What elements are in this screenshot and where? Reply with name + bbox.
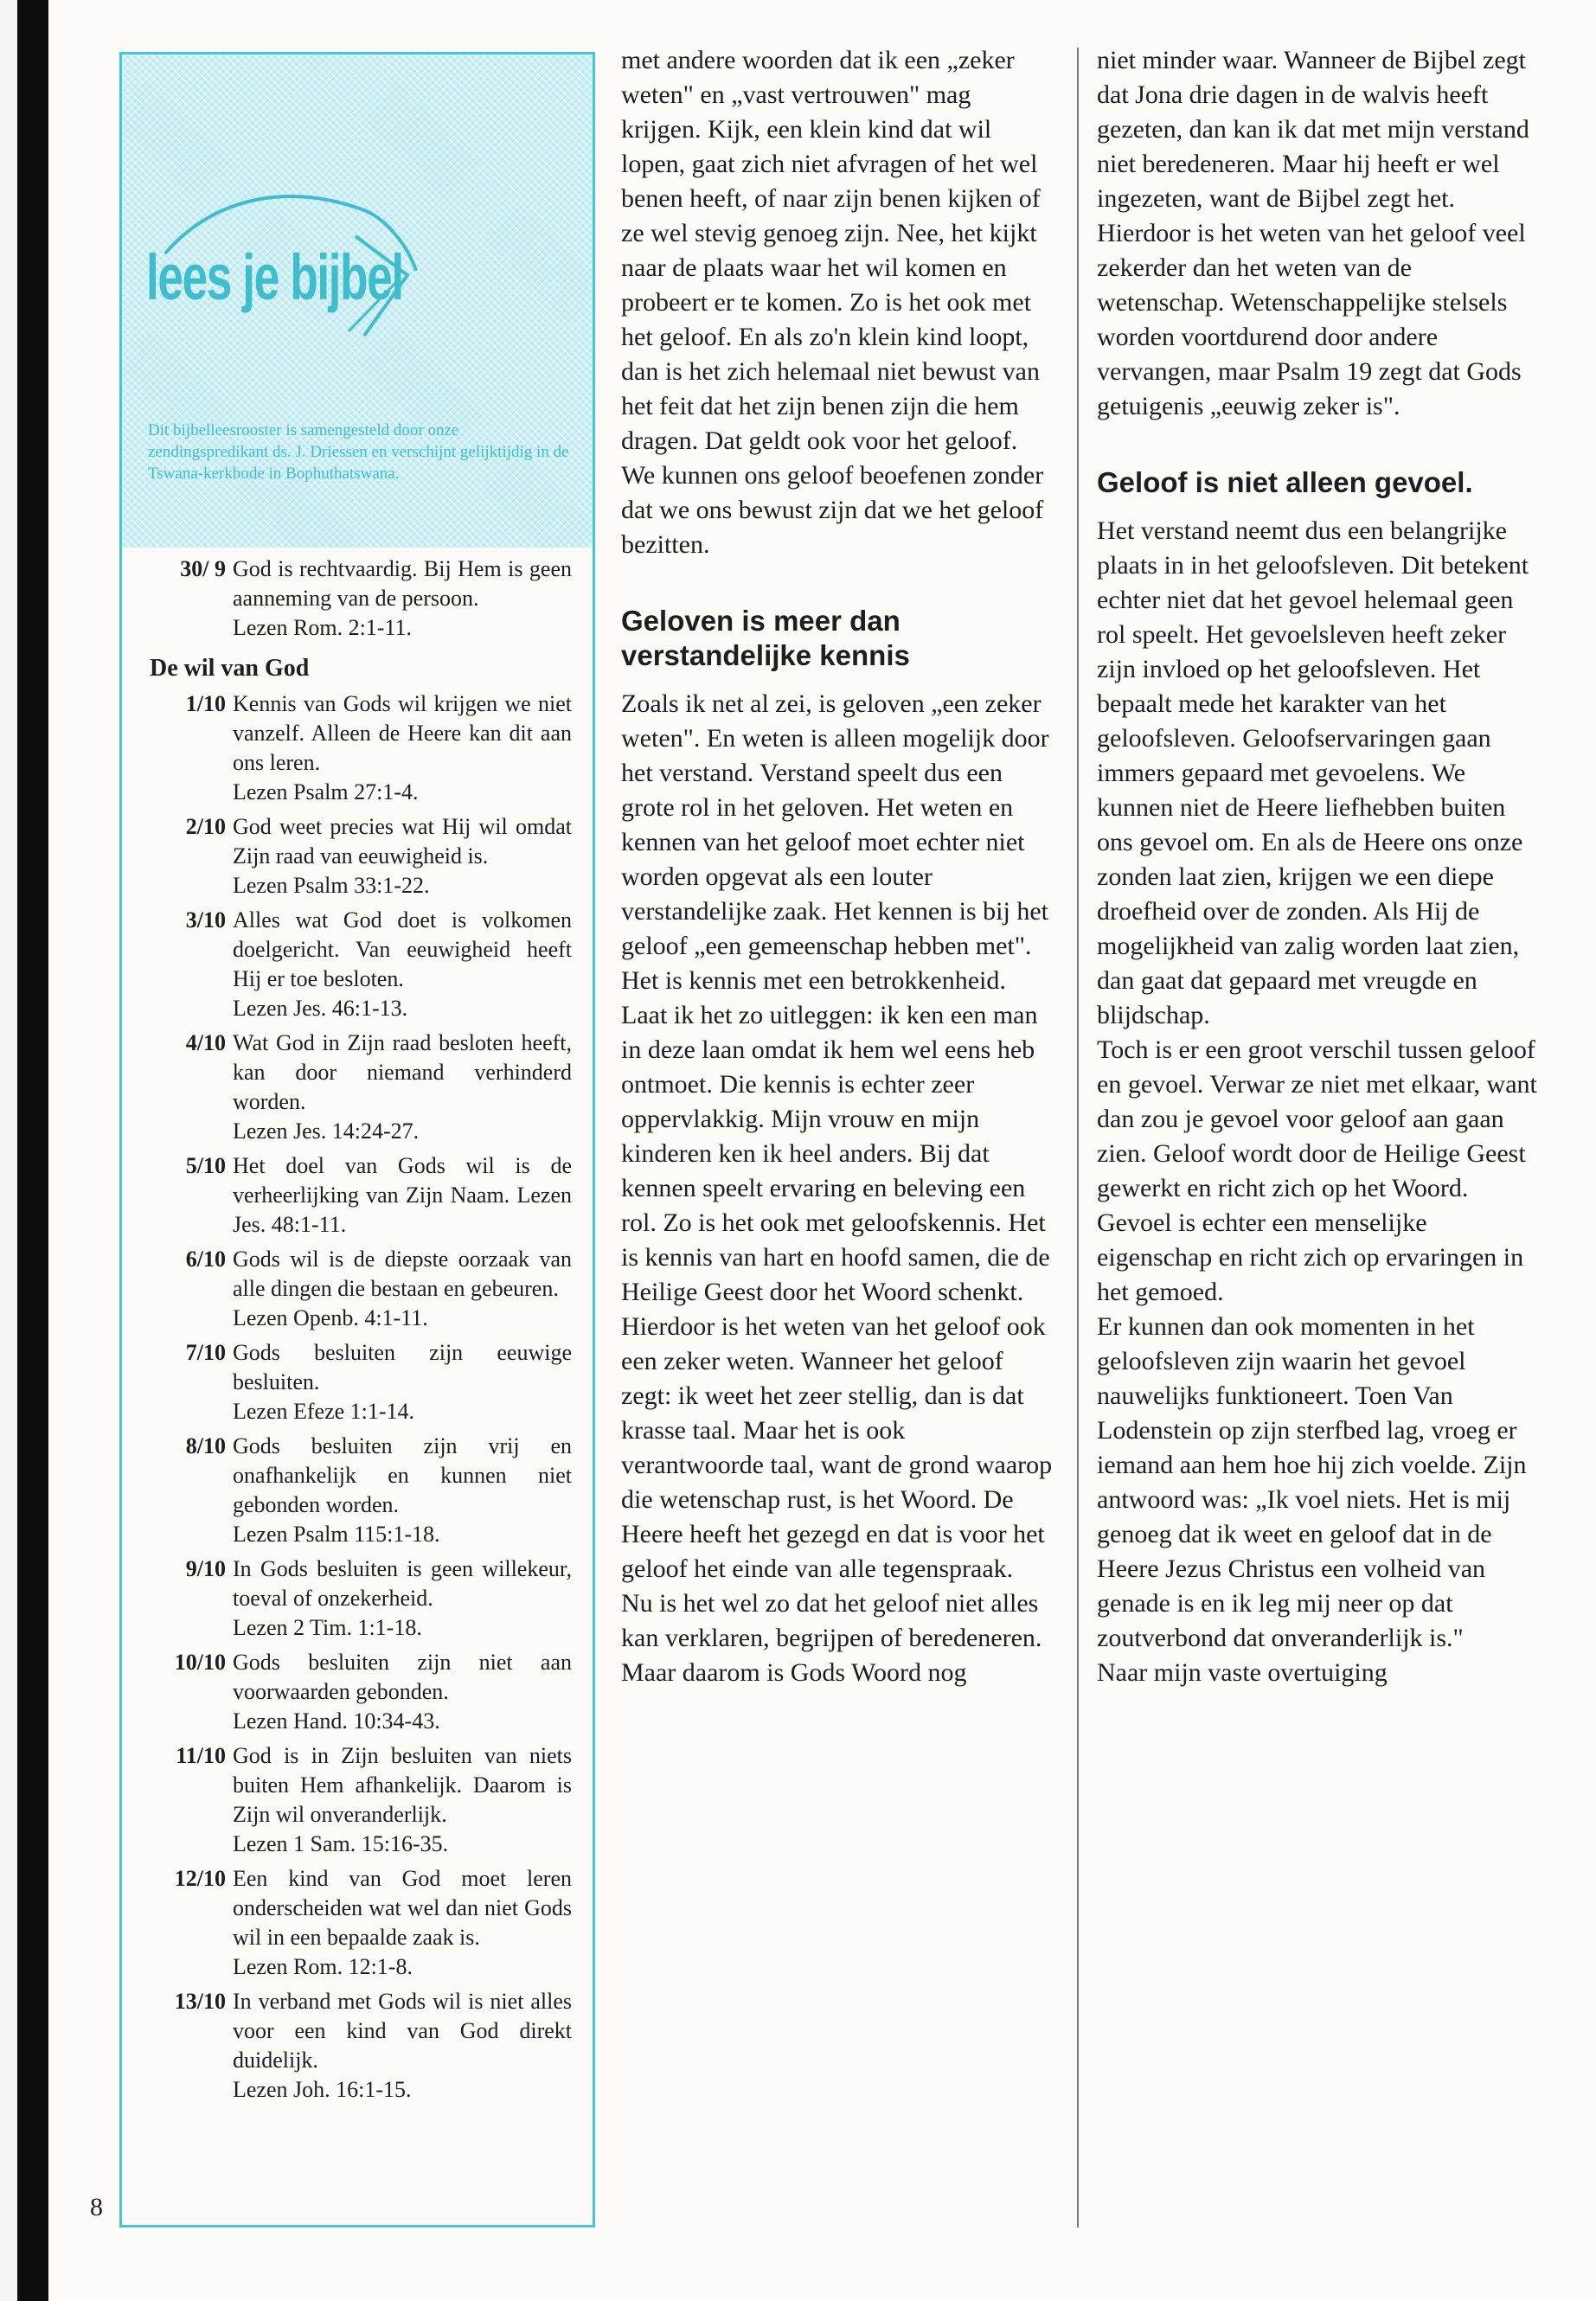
entry-date: 11/10 [176, 1743, 226, 1768]
schedule-entries [146, 689, 572, 2105]
schedule-entry [146, 689, 572, 807]
logo-title: lees je bijbel [146, 241, 403, 313]
paragraph: Toch is er een groot verschil tussen geloof en gevoel. Verwar ze niet met elkaar, want dan zou je gevoel voor geloof aan gaan zien. Geloof wordt door de Heilige Geest gewerkt en richt zich op het Woord. Gevoel is echter een menselijke eigenschap en richt zich op ervaringen in het gemoed. [1097, 1035, 1537, 1306]
entry-reading: Lezen Openb. 4:1-11. [233, 1305, 428, 1330]
entry-description: In Gods besluiten is geen willekeur, toeval of onzekerheid. [233, 1556, 572, 1611]
entry-date: 4/10 [185, 1030, 226, 1055]
section-heading: Geloof is niet alleen gevoel. [1097, 466, 1473, 498]
schedule-entry [146, 1741, 572, 1859]
page-number: 8 [90, 2193, 103, 2221]
entry-reading: Lezen Psalm 33:1-22. [233, 873, 430, 898]
column-divider [1077, 48, 1079, 2227]
schedule-entry [146, 1864, 572, 1982]
entry-date: 30/ 9 [180, 556, 226, 581]
entry-reading: Lezen Jes. 46:1-13. [233, 996, 408, 1021]
entry-description: God is in Zijn besluiten van niets buiten Hem afhankelijk. Daarom is Zijn wil onveranderlijk. [233, 1743, 572, 1827]
entry-description: God weet precies wat Hij wil omdat Zijn raad van eeuwigheid is. [233, 814, 572, 868]
entry-date: 9/10 [185, 1556, 226, 1581]
entry-reading: Lezen 2 Tim. 1:1-18. [233, 1615, 422, 1640]
paragraph: Naar mijn vaste overtuiging [1097, 1658, 1388, 1687]
entry-reading: Lezen Joh. 16:1-15. [233, 2077, 412, 2102]
schedule-entry [146, 812, 572, 901]
entry-reading: Lezen Jes. 14:24-27. [233, 1118, 420, 1144]
paragraph: Zoals ik net al zei, is geloven „een zeker weten". En weten is alleen mogelijk door het verstand. Verstand speelt dus een grote rol in het geloven. Het weten en kennen van het geloof moet echter niet worden opgevat als een louter verstandelijke zaak. Het kennen is bij het geloof „een gemeenschap hebben met". Het is kennis met een betrokkenheid. Laat ik het zo uitleggen: ik ken een man in deze laan omdat ik hem wel eens heb ontmoet. Die kennis is echter zeer oppervlakkig. Mijn vrouw en mijn kinderen ken ik heel anders. Bij dat kennen speelt ervaring en beleving een rol. Zo is het ook met geloofskennis. Het is kennis van hart en hoofd samen, die de Heilige Geest door het Woord schenkt. Hierdoor is het weten van het geloof ook een zeker weten. Wanneer het geloof zegt: ik weet het zeer stellig, dan is dat krasse taal. Maar het is ook verantwoorde taal, want de grond waarop die wetenschap rust, is het Woord. De Heere heeft het gezegd en dat is voor het geloof het einde van alle tegenspraak. [621, 689, 1053, 1583]
entry-reading: Lezen Rom. 2:1-11. [233, 615, 412, 640]
paragraph: Nu is het wel zo dat het geloof niet alles kan verklaren, begrijpen of beredeneren. Maar daarom is Gods Woord nog [621, 1589, 1042, 1687]
entry-date: 13/10 [174, 1989, 226, 2014]
paragraph: Hierdoor is het weten van het geloof veel zekerder dan het weten van de wetenschap. Wetenschappelijke stelsels worden voortdurend door andere vervangen, maar Psalm 19 zegt dat Gods getuigenis „eeuwig zeker is". [1097, 219, 1526, 420]
reading-schedule-box [119, 52, 595, 2227]
entry-text [233, 1741, 572, 1859]
paragraph: Er kunnen dan ook momenten in het geloofsleven zijn waarin het gevoel nauwelijks funktioneert. Toen Van Lodenstein op zijn sterfbed lag, vroeg er iemand aan hem hoe hij zich voelde. Zijn antwoord was: „Ik voel niets. Het is mij genoeg dat ik weet en geloof dat in de Heere Jezus Christus een volheid van genade is en ik leg mij neer op dat zoutverbond dat onveranderlijk is." [1097, 1312, 1527, 1652]
entry-date: 2/10 [185, 814, 226, 839]
entry-description: Gods besluiten zijn vrij en onafhankelijk en kunnen niet gebonden worden. [233, 1433, 572, 1517]
entry-description: God is rechtvaardig. Bij Hem is geen aanneming van de persoon. [233, 556, 572, 611]
schedule-entry [146, 1151, 572, 1240]
entry-reading: Lezen Psalm 115:1-18. [233, 1522, 440, 1547]
entry-text [233, 1864, 572, 1982]
schedule-entry [146, 1987, 572, 2105]
schedule-entry [146, 1245, 572, 1333]
schedule-entry [146, 1432, 572, 1549]
paragraph: Het verstand neemt dus een belangrijke plaats in in het geloofsleven. Dit betekent echter niet dat het gevoel helemaal geen rol speelt. Het gevoelsleven heeft zeker zijn invloed op het geloofsleven. Het bepaalt mede het karakter van het geloofsleven. Geloofservaringen gaan immers gepaard met gevoelens. We kunnen niet de Heere liefhebben buiten ons gevoel om. En als de Heere ons onze zonden laat zien, krijgen we een diepe droefheid over de zonden. Als Hij de mogelijkheid van zalig worden laat zien, dan gaat dat gepaard met vreugde en blijdschap. [1097, 516, 1529, 1029]
entry-reading: Lezen Efeze 1:1-14. [233, 1399, 415, 1424]
entry-description: Gods wil is de diepste oorzaak van alle dingen die bestaan en gebeuren. [233, 1247, 572, 1301]
article-column-3 [1097, 43, 1538, 1690]
schedule-entry [146, 1648, 572, 1736]
schedule-list [122, 554, 593, 2105]
entry-description: Gods besluiten zijn niet aan voorwaarden gebonden. [233, 1650, 572, 1704]
section-heading: Geloven is meer dan verstandelijke kennis [621, 605, 910, 671]
entry-text [233, 1987, 572, 2105]
entry-description: In verband met Gods wil is niet alles voor een kind van God direkt duidelijk. [233, 1989, 572, 2073]
entry-text [233, 1648, 572, 1736]
paragraph: niet minder waar. Wanneer de Bijbel zegt dat Jona drie dagen in de walvis heeft gezeten, dan kan ik dat met mijn verstand niet beredeneren. Maar hij heeft er wel ingezeten, want de Bijbel zegt het. [1097, 46, 1529, 213]
schedule-entry [146, 1338, 572, 1426]
entry-text [233, 1338, 572, 1426]
entry-text [233, 689, 572, 807]
schedule-entry [146, 1029, 572, 1146]
entry-date: 6/10 [185, 1247, 226, 1272]
entry-reading: Lezen 1 Sam. 15:16-35. [233, 1831, 449, 1856]
entry-text [233, 1432, 572, 1549]
article-column-2 [621, 43, 1054, 1690]
entry-text [233, 812, 572, 901]
entry-text [233, 1245, 572, 1333]
entry-text [233, 1554, 572, 1643]
entry-description: Gods besluiten zijn eeuwige besluiten. [233, 1340, 572, 1394]
schedule-entry [146, 1554, 572, 1643]
schedule-intro: Dit bijbelleesrooster is samengesteld door onze zendingspredikant ds. J. Driessen en verschijnt gelijktijdig in de Tswana-kerkbode in Bophuthatswana. [148, 421, 569, 483]
entry-description: Een kind van God moet leren onderscheiden wat wel dan niet Gods wil in een bepaalde zaak is. [233, 1866, 572, 1950]
section-title: De wil van God [150, 655, 310, 682]
entry-date: 1/10 [185, 691, 226, 716]
entry-date: 3/10 [185, 907, 226, 933]
entry-description: Alles wat God doet is volkomen doelgericht. Van eeuwigheid heeft Hij er toe besloten. [233, 907, 572, 991]
sidebar-header [122, 54, 593, 548]
entry-description: Wat God in Zijn raad besloten heeft, kan door niemand verhinderd worden. [233, 1030, 572, 1114]
scan-edge [0, 0, 17, 2301]
entry-text [233, 554, 572, 643]
scan-binding-shadow [17, 0, 48, 2301]
entry-date: 12/10 [174, 1866, 226, 1891]
entry-reading: Lezen Rom. 12:1-8. [233, 1954, 413, 1979]
entry-text [233, 1029, 572, 1146]
entry-date: 7/10 [185, 1340, 226, 1365]
entry-reading: Lezen Hand. 10:34-43. [233, 1708, 440, 1734]
entry-date: 5/10 [185, 1153, 226, 1178]
schedule-entry [146, 554, 572, 643]
entry-reading: Lezen Psalm 27:1-4. [233, 779, 419, 804]
entry-date: 10/10 [174, 1650, 226, 1675]
entry-text [233, 906, 572, 1023]
paragraph: met andere woorden dat ik een „zeker weten" en „vast vertrouwen" mag krijgen. Kijk, een klein kind dat wil lopen, gaat zich niet afvragen of het wel benen heeft, of naar zijn benen kijken of ze wel stevig genoeg zijn. Nee, het kijkt naar de plaats waar het wil komen en probeert er te komen. Zo is het ook met het geloof. En als zo'n klein kind loopt, dan is het zich helemaal niet bewust van het feit dat het zijn benen zijn die hem dragen. Dat geldt ook voor het geloof. We kunnen ons geloof beoefenen zonder dat we ons bewust zijn dat we het geloof bezitten. [621, 46, 1044, 559]
entry-text [233, 1151, 572, 1240]
entry-date: 8/10 [185, 1433, 226, 1458]
entry-description: Kennis van Gods wil krijgen we niet vanzelf. Alleen de Heere kan dit aan ons leren. [233, 691, 572, 775]
schedule-entry [146, 906, 572, 1023]
entry-description: Het doel van Gods wil is de verheerlijking van Zijn Naam. Lezen Jes. 48:1-11. [233, 1153, 572, 1237]
